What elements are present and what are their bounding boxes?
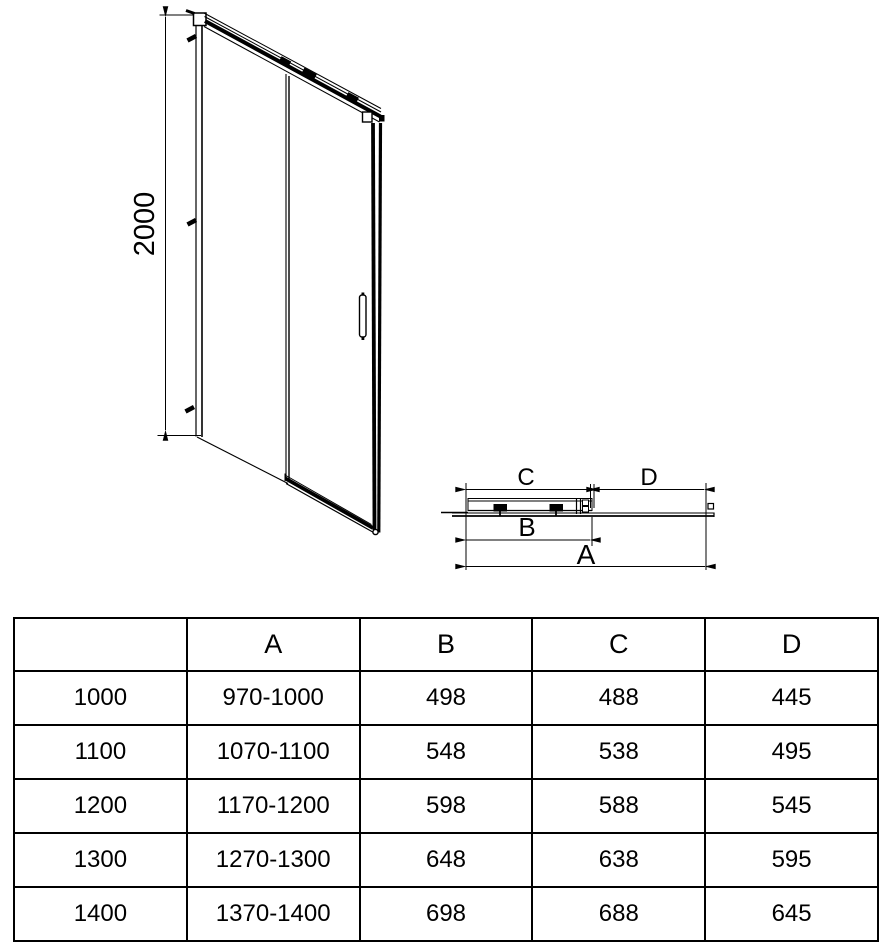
cell-d: 595: [705, 833, 878, 887]
door-handle: [360, 293, 367, 341]
dim-b-label: B: [518, 512, 536, 542]
table-header-size: [14, 618, 187, 671]
table-row: [14, 779, 878, 833]
dimension-a: [466, 539, 705, 570]
dim-a-label: A: [576, 539, 596, 570]
dimension-d: [597, 464, 704, 491]
cell-b: 698: [360, 887, 533, 941]
cell-c: 488: [532, 671, 705, 725]
cell-b: 548: [360, 725, 533, 779]
cell-b: 648: [360, 833, 533, 887]
cell-d: 445: [705, 671, 878, 725]
cell-size: 1400: [14, 887, 187, 941]
wall-bracket-bottom: [186, 407, 195, 412]
cell-size: 1300: [14, 833, 187, 887]
rail-end-cap: [373, 529, 378, 534]
plan-roller-2: [550, 504, 564, 512]
cell-b: 598: [360, 779, 533, 833]
dimensions-table: [13, 617, 879, 942]
cell-c: 588: [532, 779, 705, 833]
plan-roller-1: [494, 504, 508, 512]
cell-c: 688: [532, 887, 705, 941]
corner-tick: [186, 11, 195, 14]
rail-end-block: [363, 112, 373, 122]
wall-bracket-top: [188, 36, 197, 41]
fixed-glass-bottom-edge: [197, 437, 288, 484]
table-row: [14, 671, 878, 725]
table-header-b: B: [360, 618, 533, 671]
table-header-d: D: [705, 618, 878, 671]
glass-divider: [286, 74, 289, 482]
cell-c: 538: [532, 725, 705, 779]
cell-a: 970-1000: [187, 671, 360, 725]
cell-a: 1370-1400: [187, 887, 360, 941]
plan-view-drawing: [441, 464, 714, 570]
dim-c-label: C: [517, 464, 535, 491]
plan-end-bracket-lower: [583, 507, 589, 513]
cell-a: 1070-1100: [187, 725, 360, 779]
top-rail: [204, 13, 385, 122]
cell-b: 498: [360, 671, 533, 725]
plan-end-bracket-upper: [583, 500, 589, 506]
cell-c: 638: [532, 833, 705, 887]
height-dimension-label: 2000: [129, 191, 161, 257]
table-header-a: A: [187, 618, 360, 671]
cell-d: 495: [705, 725, 878, 779]
table-header-c: C: [532, 618, 705, 671]
top-left-corner-block: [194, 13, 207, 26]
fixed-panel-frame: [186, 11, 289, 484]
cell-d: 545: [705, 779, 878, 833]
cell-size: 1200: [14, 779, 187, 833]
table-header-row: [14, 618, 878, 671]
cell-d: 645: [705, 887, 878, 941]
front-view-drawing: [129, 11, 385, 535]
plan-wall-profile: [708, 504, 714, 510]
wall-bracket-middle: [188, 220, 197, 225]
dim-d-label: D: [640, 464, 658, 491]
cell-a: 1270-1300: [187, 833, 360, 887]
rail-end-knob: [379, 115, 385, 122]
cell-size: 1100: [14, 725, 187, 779]
table-row: [14, 887, 878, 941]
bottom-rail: [285, 474, 378, 535]
sliding-door-stile: [373, 123, 381, 533]
table-row: [14, 833, 878, 887]
cell-a: 1170-1200: [187, 779, 360, 833]
cell-size: 1000: [14, 671, 187, 725]
table-row: [14, 725, 878, 779]
dimension-c: [466, 464, 589, 491]
